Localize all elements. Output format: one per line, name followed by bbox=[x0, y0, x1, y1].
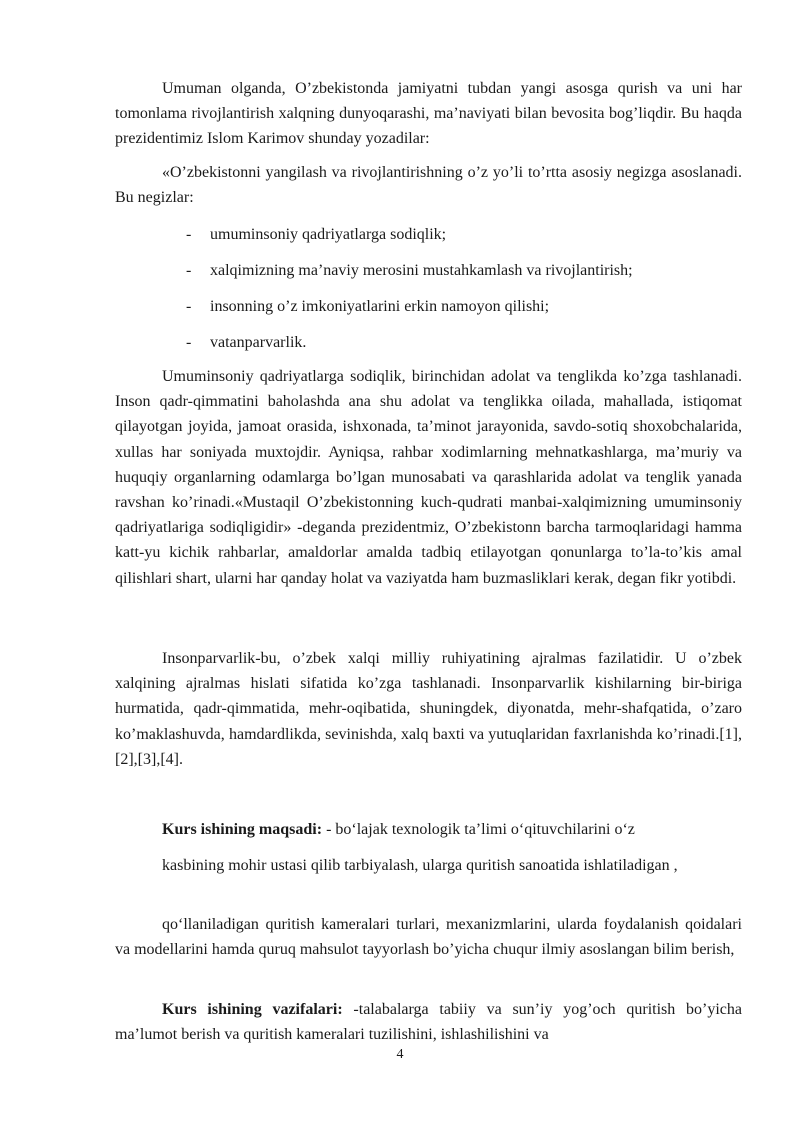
paragraph-quote-intro: «O’zbekistonni yangilash va rivojlantirishning o’z yo’li to’rtta asosiy negizga asoslanadi. Bu negizlar: bbox=[115, 164, 742, 207]
list-item bbox=[186, 258, 742, 294]
paragraph-intro: Umuman olganda, O’zbekistonda jamiyatni tubdan yangi asosga qurish va uni har tomonlama rivojlantirish xalqning dunyoqarashi, ma’naviyati bilan bevosita bog’liqdir. Bu haqda prezidentimiz Islom Karimov shunday yozadilar: bbox=[115, 80, 742, 148]
list-item bbox=[186, 294, 742, 330]
paragraph-course-tasks bbox=[115, 997, 742, 1047]
page-number: 4 bbox=[396, 1047, 404, 1062]
paragraph-universal-values: Umuminsoniy qadriyatlarga sodiqlik, birinchidan adolat va tenglikda ko’zga tashlanadi. Inson qadr-qimmatini baholashda ana shu adolat va tenglikka oilada, mahallada, istiqomat qilayotgan joyida, jamoat orasida, ishxonada, ta’minot jarayonida, savdo-sotiq shoxobchalarida, xullas har soniyada muxtojdir. Ayniqsa, rahbar xodimlarning mehnatkashlarga, ma’muriy va huquqiy organlarning odamlarga bo’lgan munosabati va qarashlarida adolat va tenglik yanada ravshan ko’rinadi.«Mustaqil O’zbekistonning kuch-qudrati manbai-xalqimizning umuminsoniy qadriyatlariga sodiqligidir» -deganda prezidentmiz, O’zbekistonn barcha tarmoqlaridagi hamma katt-yu kichik rahbarlar, amaldorlar amalda tadbiq etilayotgan qonunlarga to’la-to’kis amal qilishlari shart, ularni har qanday holat va vaziyatda ham buzmasliklari kerak, degan fikr yotibdi. bbox=[115, 368, 742, 587]
list-item-text: xalqimizning ma’naviy merosini mustahkamlash va rivojlantirish; bbox=[210, 262, 633, 279]
course-tasks-heading: Kurs ishining vazifalari: bbox=[162, 1001, 343, 1018]
list-item bbox=[186, 330, 742, 366]
paragraph-course-goal bbox=[115, 817, 742, 842]
list-item-text: vatanparvarlik. bbox=[210, 334, 307, 351]
paragraph-goal-continued: kasbining mohir ustasi qilib tarbiyalash, ularga quritish sanoatida ishlatiladigan , bbox=[162, 857, 678, 874]
foundations-list bbox=[186, 222, 742, 366]
list-dash: - bbox=[186, 334, 192, 351]
course-tasks-text: -talabalarga tabiiy va sun’iy yog’och quritish bo’yicha ma’lumot berish va quritish kameralari tuzilishini, ishlashilishini va bbox=[115, 1001, 743, 1044]
paragraph-humanism: Insonparvarlik-bu, o’zbek xalqi milliy ruhiyatining ajralmas fazilatidir. U o’zbek xalqining ajralmas hislati sifatida ko’zga tashlanadi. Insonparvarlik kishilarning bir-biriga hurmatida, qadr-qimmatida, mehr-oqibatida, shuningdek, diyonatda, mehr-shafqatida, o’zaro ko’maklashuvda, hamdardlikda, sevinishda, xalq baxti va yutuqlaridan faxrlanishda ko’rinadi.[1],[2],[3],[4]. bbox=[115, 650, 742, 768]
list-dash: - bbox=[186, 262, 192, 279]
paragraph-goal-details: qo‘llaniladigan quritish kameralari turlari, mexanizmlarini, ularda foydalanish qoidalari va modellarini hamda quruq mahsulot tayyorlash bo’yicha chuqur ilmiy asoslangan bilim berish, bbox=[115, 916, 742, 959]
course-goal-heading: Kurs ishining maqsadi: bbox=[162, 821, 323, 838]
list-dash: - bbox=[186, 298, 192, 315]
list-item bbox=[186, 222, 742, 258]
list-item-text: umuminsoniy qadriyatlarga sodiqlik; bbox=[210, 226, 447, 243]
course-goal-text: - bo‘lajak texnologik ta’limi o‘qituvchilarini o‘z bbox=[322, 821, 635, 838]
list-dash: - bbox=[186, 226, 192, 243]
list-item-text: insonning o’z imkoniyatlarini erkin namoyon qilishi; bbox=[210, 298, 550, 315]
